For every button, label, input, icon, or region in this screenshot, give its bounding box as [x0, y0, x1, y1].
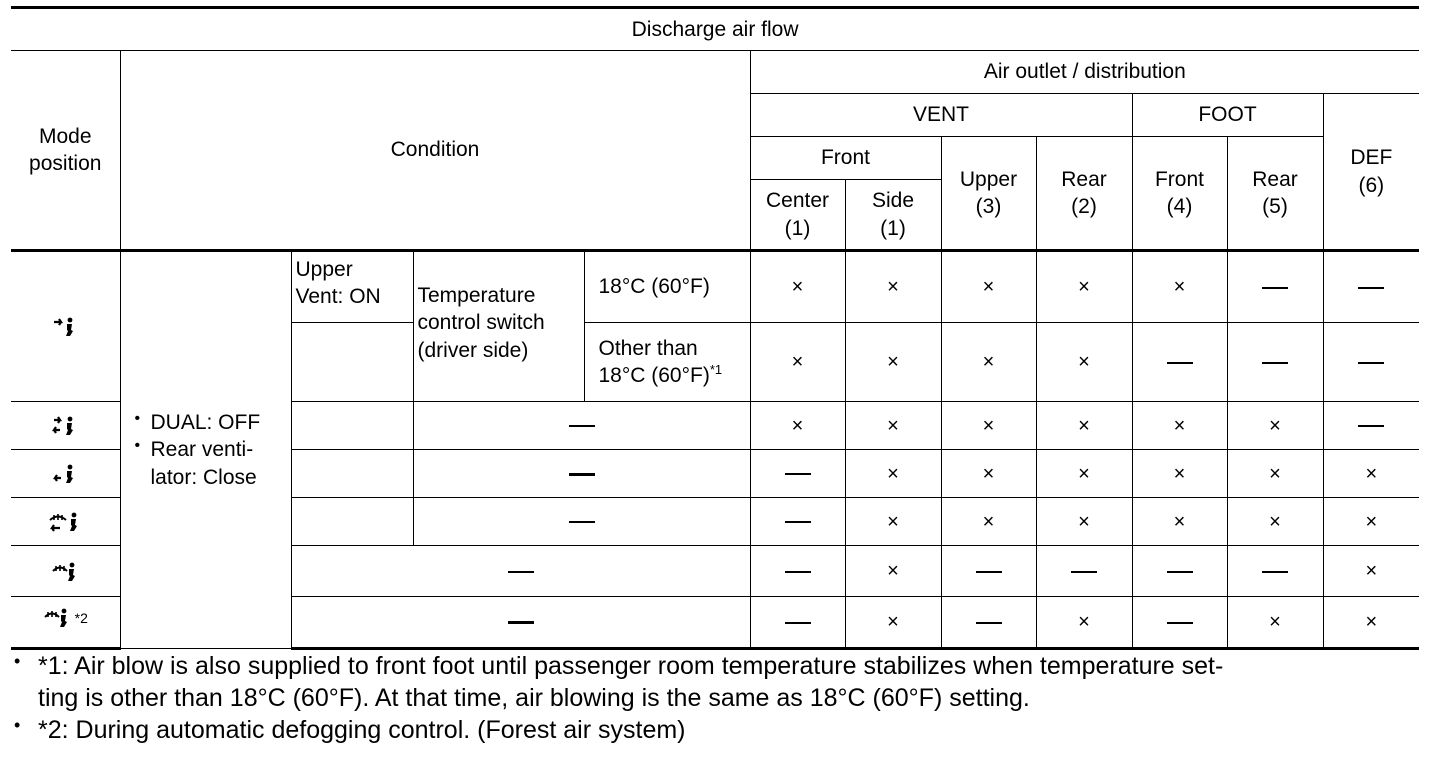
condition-header: Condition	[120, 51, 750, 251]
foot-mode-icon	[52, 463, 78, 485]
dash-mark	[1167, 571, 1193, 573]
table-cell: ×	[1227, 450, 1323, 498]
vent-header: VENT	[750, 94, 1132, 137]
table-cell: ×	[941, 323, 1036, 402]
table-cell	[750, 546, 845, 597]
table-cell: ×	[941, 450, 1036, 498]
table-cell: ×	[1132, 251, 1227, 323]
table-cell: ×	[845, 546, 941, 597]
dash-mark	[1262, 362, 1288, 364]
table-cell	[1227, 546, 1323, 597]
table-cell: ×	[1323, 597, 1419, 649]
table-cell: ×	[1227, 402, 1323, 450]
table-cell: ×	[941, 402, 1036, 450]
footnote-1: • *1: Air blow is also supplied to front foot until passenger room temperature stabilizes when temperature set- ting is other than 18°C (60°F). At that time, air blowing is the same as 18°C (60°F) setting.	[14, 650, 1424, 714]
table-cell: ×	[845, 498, 941, 546]
mode-cell	[11, 546, 120, 597]
front-header: Front	[750, 137, 941, 180]
dash-mark	[785, 622, 811, 624]
header-row-1	[11, 51, 1419, 94]
mode-cell	[11, 450, 120, 498]
empty-condition-cell	[291, 402, 413, 450]
foot-front-header: Front (4)	[1132, 137, 1227, 251]
empty-condition-cell	[291, 498, 413, 546]
bi-level-mode-icon	[52, 415, 78, 437]
table-cell: ×	[1132, 450, 1227, 498]
mode-cell	[11, 251, 120, 402]
defrost-mode-icon	[51, 561, 79, 583]
dual-off-condition	[120, 251, 291, 649]
table-cell: ×	[1227, 498, 1323, 546]
condition-dash	[291, 597, 750, 649]
table-cell: ×	[1036, 498, 1132, 546]
dual-off-text: • DUAL: OFF	[139, 409, 287, 436]
table-cell	[1132, 597, 1227, 649]
footnote-2-marker: *2	[74, 610, 88, 627]
upper-header: Upper (3)	[941, 137, 1036, 251]
mode-cell	[11, 498, 120, 546]
dash-mark	[976, 622, 1002, 624]
table-cell: ×	[845, 251, 941, 323]
table-cell	[1323, 251, 1419, 323]
table-cell: ×	[1036, 450, 1132, 498]
table-title-row	[11, 8, 1419, 51]
table-cell: ×	[1323, 450, 1419, 498]
mode-cell	[11, 402, 120, 450]
table-cell	[750, 597, 845, 649]
footnotes	[14, 650, 1424, 746]
air-outlet-header: Air outlet / distribution	[750, 51, 1419, 94]
table-cell	[1227, 251, 1323, 323]
upper-vent-on-condition: Upper Vent: ON	[291, 251, 413, 323]
table-cell: ×	[845, 450, 941, 498]
dash-mark	[1071, 571, 1097, 573]
auto-defog-mode-icon	[43, 607, 71, 629]
table-cell: ×	[1227, 597, 1323, 649]
dash-mark	[1262, 571, 1288, 573]
dash-mark	[976, 571, 1002, 573]
table-cell: ×	[1323, 546, 1419, 597]
table-title: Discharge air flow	[11, 8, 1419, 51]
table-cell	[941, 597, 1036, 649]
condition-dash	[413, 450, 750, 498]
discharge-air-flow-table	[11, 6, 1419, 650]
empty-condition-cell	[291, 450, 413, 498]
dash-mark	[785, 571, 811, 573]
temp-18-condition: 18°C (60°F)	[584, 251, 750, 323]
table-cell: ×	[750, 402, 845, 450]
dash-mark	[1167, 362, 1193, 364]
empty-condition-cell	[291, 323, 413, 402]
temperature-switch-condition: Temperature control switch (driver side)	[413, 251, 584, 402]
table-cell: ×	[750, 323, 845, 402]
dash-mark	[1262, 287, 1288, 289]
mode-position-header: Mode position	[11, 51, 120, 251]
dash-mark	[1358, 287, 1384, 289]
table-cell	[941, 546, 1036, 597]
table-cell: ×	[941, 251, 1036, 323]
table-cell	[750, 498, 845, 546]
dash-mark	[1167, 622, 1193, 624]
dash-mark	[1358, 362, 1384, 364]
table-cell: ×	[1132, 498, 1227, 546]
condition-dash	[413, 402, 750, 450]
vent-mode-icon	[52, 316, 78, 338]
condition-dash	[291, 546, 750, 597]
foot-rear-header: Rear (5)	[1227, 137, 1323, 251]
table-cell: ×	[750, 251, 845, 323]
table-cell	[1132, 323, 1227, 402]
dash-mark	[1358, 425, 1384, 427]
table-cell: ×	[1323, 498, 1419, 546]
footnote-2: • *2: During automatic defogging control. (Forest air system)	[14, 714, 1424, 746]
table-cell: ×	[941, 498, 1036, 546]
table-row	[11, 251, 1419, 323]
table-cell	[1227, 323, 1323, 402]
table-cell: ×	[1036, 597, 1132, 649]
temp-other-condition: Other than 18°C $(60^\circ F)^{*1}$	[584, 323, 750, 402]
table-cell	[750, 450, 845, 498]
table-cell	[1323, 402, 1419, 450]
vent-rear-header: Rear (2)	[1036, 137, 1132, 251]
table-cell	[1323, 323, 1419, 402]
def-header: DEF (6)	[1323, 94, 1419, 251]
table-cell: ×	[1036, 402, 1132, 450]
table-cell: ×	[1132, 402, 1227, 450]
foot-defrost-mode-icon	[48, 511, 82, 533]
table-cell: ×	[845, 323, 941, 402]
rear-ventilator-text: • Rear venti- lator: Close	[139, 436, 287, 491]
table-cell: ×	[845, 597, 941, 649]
condition-dash	[413, 498, 750, 546]
center-header: Center (1)	[750, 180, 845, 251]
table-cell: ×	[1036, 251, 1132, 323]
mode-cell	[11, 597, 120, 649]
dash-mark	[785, 521, 811, 523]
footnote-1-marker: *1	[709, 362, 723, 377]
table-cell	[1132, 546, 1227, 597]
dash-mark	[785, 473, 811, 475]
table-cell	[1036, 546, 1132, 597]
table-cell: ×	[845, 402, 941, 450]
foot-header: FOOT	[1132, 94, 1323, 137]
side-header: Side (1)	[845, 180, 941, 251]
table-cell: ×	[1036, 323, 1132, 402]
